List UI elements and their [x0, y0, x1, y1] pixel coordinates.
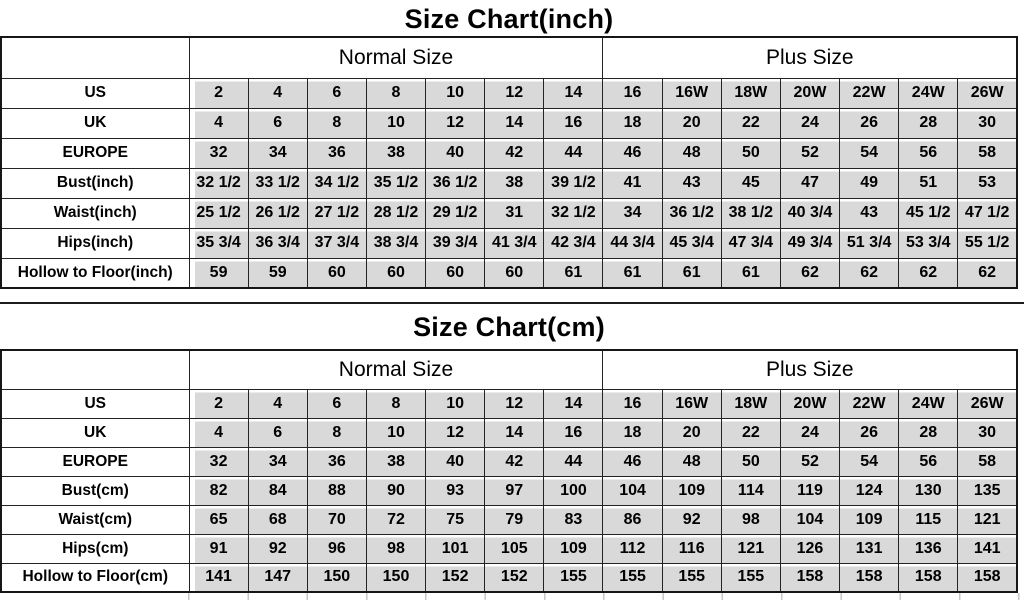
size-value-cell: 49 — [840, 168, 899, 198]
row-label: EUROPE — [1, 138, 189, 168]
size-value-cell: 152 — [485, 563, 544, 592]
size-value-cell: 26 — [840, 418, 899, 447]
size-value-cell: 104 — [603, 476, 662, 505]
size-value-cell: 10 — [426, 389, 485, 418]
corner-cell — [1, 350, 189, 389]
column-group-header: Plus Size — [603, 37, 1017, 78]
size-value-cell: 152 — [426, 563, 485, 592]
size-value-cell: 158 — [899, 563, 958, 592]
size-value-cell: 10 — [366, 108, 425, 138]
size-value-cell: 42 — [485, 447, 544, 476]
size-value-cell: 12 — [426, 108, 485, 138]
table-row — [1, 476, 1017, 505]
size-value-cell: 45 3/4 — [662, 228, 721, 258]
size-value-cell: 84 — [248, 476, 307, 505]
size-value-cell: 130 — [899, 476, 958, 505]
size-value-cell: 75 — [426, 505, 485, 534]
size-value-cell: 70 — [307, 505, 366, 534]
size-value-cell: 62 — [958, 258, 1017, 288]
size-value-cell: 27 1/2 — [307, 198, 366, 228]
size-value-cell: 92 — [248, 534, 307, 563]
size-value-cell: 150 — [366, 563, 425, 592]
size-value-cell: 62 — [780, 258, 839, 288]
size-value-cell: 32 1/2 — [189, 168, 248, 198]
size-value-cell: 22 — [721, 418, 780, 447]
size-value-cell: 38 — [485, 168, 544, 198]
size-value-cell: 32 — [189, 138, 248, 168]
size-value-cell: 40 — [426, 447, 485, 476]
size-value-cell: 98 — [721, 505, 780, 534]
size-value-cell: 32 — [189, 447, 248, 476]
size-value-cell: 34 — [603, 198, 662, 228]
size-value-cell: 14 — [485, 108, 544, 138]
size-value-cell: 28 1/2 — [366, 198, 425, 228]
size-value-cell: 25 1/2 — [189, 198, 248, 228]
size-value-cell: 10 — [366, 418, 425, 447]
column-group-header: Plus Size — [603, 350, 1017, 389]
size-value-cell: 55 1/2 — [958, 228, 1017, 258]
group-header-row — [1, 350, 1017, 389]
table-row — [1, 198, 1017, 228]
size-value-cell: 22W — [840, 389, 899, 418]
size-value-cell: 54 — [840, 138, 899, 168]
size-value-cell: 44 — [544, 138, 603, 168]
size-value-cell: 45 — [721, 168, 780, 198]
size-value-cell: 26 — [840, 108, 899, 138]
size-value-cell: 8 — [366, 389, 425, 418]
size-value-cell: 35 3/4 — [189, 228, 248, 258]
size-value-cell: 16 — [603, 78, 662, 108]
table-row — [1, 228, 1017, 258]
size-value-cell: 14 — [544, 78, 603, 108]
size-value-cell: 26W — [958, 389, 1017, 418]
size-value-cell: 41 3/4 — [485, 228, 544, 258]
size-value-cell: 115 — [899, 505, 958, 534]
size-value-cell: 79 — [485, 505, 544, 534]
size-value-cell: 46 — [603, 138, 662, 168]
size-value-cell: 96 — [307, 534, 366, 563]
size-value-cell: 46 — [603, 447, 662, 476]
row-label: Hips(cm) — [1, 534, 189, 563]
row-label: Hollow to Floor(cm) — [1, 563, 189, 592]
size-value-cell: 6 — [307, 389, 366, 418]
size-value-cell: 18 — [603, 418, 662, 447]
size-value-cell: 38 — [366, 138, 425, 168]
row-label: UK — [1, 108, 189, 138]
size-value-cell: 16W — [662, 389, 721, 418]
row-label: US — [1, 389, 189, 418]
size-value-cell: 2 — [189, 389, 248, 418]
size-value-cell: 12 — [485, 78, 544, 108]
size-value-cell: 8 — [366, 78, 425, 108]
size-value-cell: 131 — [840, 534, 899, 563]
size-value-cell: 61 — [603, 258, 662, 288]
size-value-cell: 109 — [840, 505, 899, 534]
size-chart-cm-title: Size Chart(cm) — [413, 312, 605, 342]
size-value-cell: 158 — [958, 563, 1017, 592]
size-value-cell: 56 — [899, 447, 958, 476]
size-value-cell: 50 — [721, 447, 780, 476]
column-group-header: Normal Size — [189, 350, 603, 389]
size-value-cell: 4 — [248, 389, 307, 418]
size-value-cell: 62 — [840, 258, 899, 288]
size-value-cell: 62 — [899, 258, 958, 288]
size-value-cell: 54 — [840, 447, 899, 476]
size-value-cell: 6 — [307, 78, 366, 108]
size-value-cell: 4 — [189, 418, 248, 447]
size-value-cell: 32 1/2 — [544, 198, 603, 228]
size-value-cell: 58 — [958, 138, 1017, 168]
size-value-cell: 16 — [603, 389, 662, 418]
size-value-cell: 114 — [721, 476, 780, 505]
size-value-cell: 38 1/2 — [721, 198, 780, 228]
row-label: UK — [1, 418, 189, 447]
size-value-cell: 20W — [780, 389, 839, 418]
size-value-cell: 47 — [780, 168, 839, 198]
size-value-cell: 38 3/4 — [366, 228, 425, 258]
table-row — [1, 563, 1017, 592]
size-value-cell: 61 — [662, 258, 721, 288]
size-value-cell: 36 3/4 — [248, 228, 307, 258]
size-value-cell: 100 — [544, 476, 603, 505]
size-value-cell: 44 — [544, 447, 603, 476]
size-value-cell: 34 — [248, 447, 307, 476]
size-value-cell: 90 — [366, 476, 425, 505]
table-row — [1, 78, 1017, 108]
size-chart-cm-section — [0, 304, 1024, 593]
size-value-cell: 97 — [485, 476, 544, 505]
table-row — [1, 389, 1017, 418]
size-value-cell: 158 — [840, 563, 899, 592]
size-value-cell: 39 3/4 — [426, 228, 485, 258]
size-value-cell: 65 — [189, 505, 248, 534]
size-value-cell: 40 3/4 — [780, 198, 839, 228]
size-value-cell: 36 — [307, 138, 366, 168]
size-value-cell: 14 — [485, 418, 544, 447]
size-chart-inch-table — [0, 36, 1018, 289]
size-value-cell: 16 — [544, 418, 603, 447]
size-value-cell: 36 1/2 — [426, 168, 485, 198]
size-value-cell: 59 — [189, 258, 248, 288]
size-chart-inch-title: Size Chart(inch) — [404, 4, 614, 34]
table-row — [1, 447, 1017, 476]
size-value-cell: 14 — [544, 389, 603, 418]
size-value-cell: 31 — [485, 198, 544, 228]
size-value-cell: 60 — [366, 258, 425, 288]
size-value-cell: 4 — [189, 108, 248, 138]
size-value-cell: 10 — [426, 78, 485, 108]
table-row — [1, 534, 1017, 563]
size-value-cell: 155 — [544, 563, 603, 592]
size-value-cell: 109 — [544, 534, 603, 563]
size-value-cell: 39 1/2 — [544, 168, 603, 198]
size-value-cell: 20 — [662, 108, 721, 138]
size-value-cell: 18W — [721, 389, 780, 418]
size-value-cell: 147 — [248, 563, 307, 592]
size-value-cell: 60 — [307, 258, 366, 288]
size-value-cell: 51 3/4 — [840, 228, 899, 258]
size-chart-cm-table — [0, 349, 1018, 593]
size-value-cell: 121 — [958, 505, 1017, 534]
cutoff-row-gridlines — [188, 593, 1020, 600]
size-value-cell: 35 1/2 — [366, 168, 425, 198]
size-value-cell: 82 — [189, 476, 248, 505]
size-value-cell: 6 — [248, 418, 307, 447]
size-value-cell: 2 — [189, 78, 248, 108]
size-value-cell: 33 1/2 — [248, 168, 307, 198]
size-value-cell: 68 — [248, 505, 307, 534]
size-value-cell: 37 3/4 — [307, 228, 366, 258]
size-value-cell: 155 — [603, 563, 662, 592]
size-value-cell: 52 — [780, 138, 839, 168]
size-value-cell: 12 — [485, 389, 544, 418]
size-value-cell: 4 — [248, 78, 307, 108]
row-label: Hips(inch) — [1, 228, 189, 258]
size-value-cell: 36 — [307, 447, 366, 476]
corner-cell — [1, 37, 189, 78]
size-value-cell: 36 1/2 — [662, 198, 721, 228]
size-value-cell: 91 — [189, 534, 248, 563]
size-value-cell: 18W — [721, 78, 780, 108]
size-value-cell: 155 — [721, 563, 780, 592]
row-label: Bust(cm) — [1, 476, 189, 505]
size-value-cell: 109 — [662, 476, 721, 505]
size-value-cell: 30 — [958, 418, 1017, 447]
size-value-cell: 58 — [958, 447, 1017, 476]
size-value-cell: 56 — [899, 138, 958, 168]
size-value-cell: 12 — [426, 418, 485, 447]
size-value-cell: 53 — [958, 168, 1017, 198]
size-value-cell: 86 — [603, 505, 662, 534]
size-value-cell: 34 1/2 — [307, 168, 366, 198]
table-row — [1, 108, 1017, 138]
size-value-cell: 34 — [248, 138, 307, 168]
size-value-cell: 42 — [485, 138, 544, 168]
size-value-cell: 119 — [780, 476, 839, 505]
size-value-cell: 93 — [426, 476, 485, 505]
size-value-cell: 105 — [485, 534, 544, 563]
size-value-cell: 112 — [603, 534, 662, 563]
size-value-cell: 48 — [662, 138, 721, 168]
size-value-cell: 135 — [958, 476, 1017, 505]
size-value-cell: 158 — [780, 563, 839, 592]
size-value-cell: 8 — [307, 108, 366, 138]
size-value-cell: 47 1/2 — [958, 198, 1017, 228]
size-value-cell: 92 — [662, 505, 721, 534]
row-label: EUROPE — [1, 447, 189, 476]
size-value-cell: 20 — [662, 418, 721, 447]
size-value-cell: 136 — [899, 534, 958, 563]
size-value-cell: 60 — [426, 258, 485, 288]
size-value-cell: 24 — [780, 108, 839, 138]
size-value-cell: 83 — [544, 505, 603, 534]
size-value-cell: 26W — [958, 78, 1017, 108]
table-row — [1, 505, 1017, 534]
size-value-cell: 29 1/2 — [426, 198, 485, 228]
size-value-cell: 59 — [248, 258, 307, 288]
size-value-cell: 150 — [307, 563, 366, 592]
size-value-cell: 104 — [780, 505, 839, 534]
table-row — [1, 138, 1017, 168]
size-value-cell: 24W — [899, 389, 958, 418]
row-label: Waist(cm) — [1, 505, 189, 534]
size-value-cell: 45 1/2 — [899, 198, 958, 228]
size-value-cell: 61 — [544, 258, 603, 288]
size-value-cell: 49 3/4 — [780, 228, 839, 258]
size-value-cell: 88 — [307, 476, 366, 505]
size-value-cell: 116 — [662, 534, 721, 563]
size-value-cell: 28 — [899, 418, 958, 447]
size-value-cell: 18 — [603, 108, 662, 138]
size-value-cell: 48 — [662, 447, 721, 476]
size-value-cell: 121 — [721, 534, 780, 563]
size-value-cell: 16W — [662, 78, 721, 108]
size-value-cell: 101 — [426, 534, 485, 563]
size-value-cell: 51 — [899, 168, 958, 198]
size-value-cell: 8 — [307, 418, 366, 447]
size-value-cell: 22W — [840, 78, 899, 108]
row-label: US — [1, 78, 189, 108]
table-row — [1, 258, 1017, 288]
size-value-cell: 28 — [899, 108, 958, 138]
size-value-cell: 50 — [721, 138, 780, 168]
size-value-cell: 72 — [366, 505, 425, 534]
size-value-cell: 60 — [485, 258, 544, 288]
row-label: Waist(inch) — [1, 198, 189, 228]
size-value-cell: 53 3/4 — [899, 228, 958, 258]
size-value-cell: 22 — [721, 108, 780, 138]
size-value-cell: 26 1/2 — [248, 198, 307, 228]
size-chart-inch-section — [0, 0, 1024, 289]
group-header-row — [1, 37, 1017, 78]
size-value-cell: 141 — [189, 563, 248, 592]
size-value-cell: 38 — [366, 447, 425, 476]
table-row — [1, 168, 1017, 198]
size-value-cell: 47 3/4 — [721, 228, 780, 258]
size-value-cell: 44 3/4 — [603, 228, 662, 258]
size-value-cell: 40 — [426, 138, 485, 168]
column-group-header: Normal Size — [189, 37, 603, 78]
size-value-cell: 30 — [958, 108, 1017, 138]
size-value-cell: 6 — [248, 108, 307, 138]
table-row — [1, 418, 1017, 447]
row-label: Bust(inch) — [1, 168, 189, 198]
size-value-cell: 155 — [662, 563, 721, 592]
size-value-cell: 141 — [958, 534, 1017, 563]
size-value-cell: 126 — [780, 534, 839, 563]
size-value-cell: 124 — [840, 476, 899, 505]
size-value-cell: 43 — [840, 198, 899, 228]
size-value-cell: 98 — [366, 534, 425, 563]
size-value-cell: 24W — [899, 78, 958, 108]
row-label: Hollow to Floor(inch) — [1, 258, 189, 288]
size-value-cell: 61 — [721, 258, 780, 288]
size-value-cell: 16 — [544, 108, 603, 138]
size-value-cell: 20W — [780, 78, 839, 108]
size-value-cell: 24 — [780, 418, 839, 447]
size-value-cell: 42 3/4 — [544, 228, 603, 258]
size-value-cell: 43 — [662, 168, 721, 198]
size-value-cell: 41 — [603, 168, 662, 198]
size-value-cell: 52 — [780, 447, 839, 476]
